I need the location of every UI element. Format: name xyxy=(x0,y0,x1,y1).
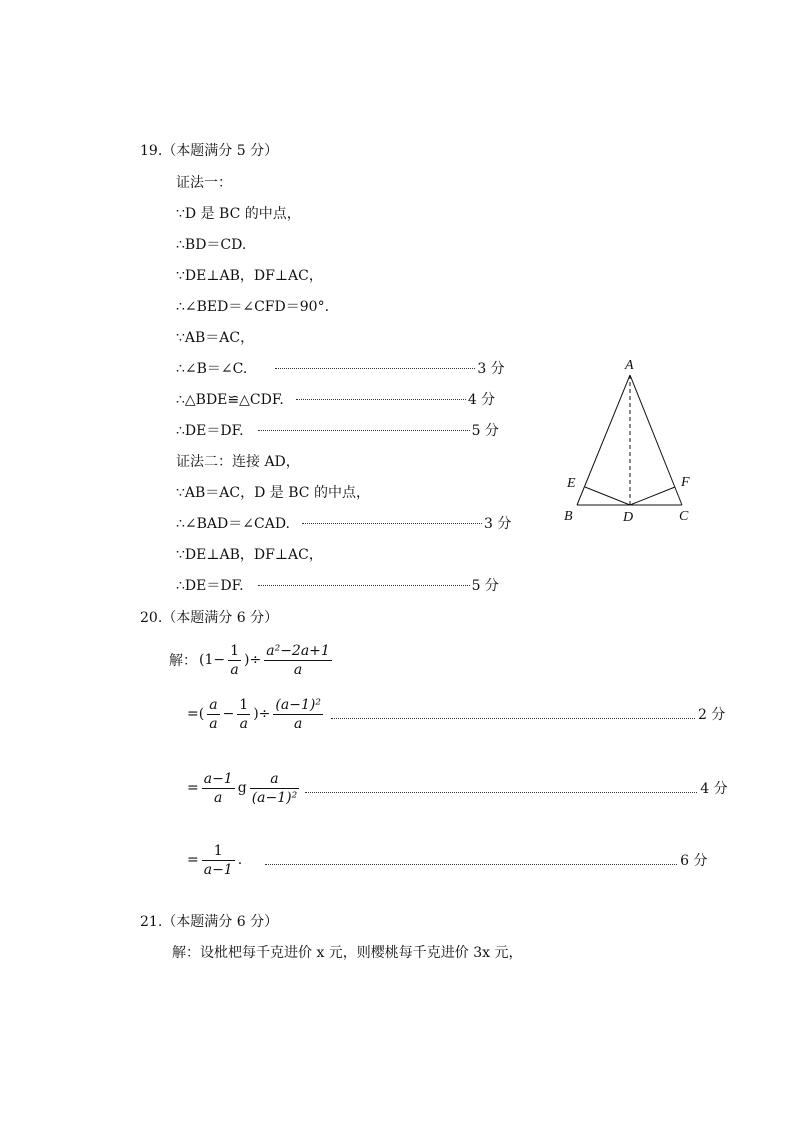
step1-eq: =( xyxy=(187,706,205,722)
step1-minus: − xyxy=(222,706,235,722)
fraction-poly: $\frac{\text{a²−2a+1}}{a}$ xyxy=(266,642,330,678)
q19-method2-title: 证法二：连接 AD， xyxy=(176,454,300,470)
side-ab xyxy=(577,375,630,505)
step1-score: 2 分 xyxy=(697,707,726,723)
step3-eq: = xyxy=(187,852,199,868)
q19-m2-line2 xyxy=(176,515,511,533)
leader-dots xyxy=(265,864,677,865)
q19-line6 xyxy=(176,360,505,378)
q19-line4: ∴∠BED＝∠CFD＝90°. xyxy=(176,299,330,315)
leader-dots xyxy=(331,718,695,719)
step3-dot: . xyxy=(237,852,243,868)
fraction-1-over-a-2: $\frac{1}{a}$ xyxy=(239,696,249,732)
step2-g: g xyxy=(237,780,247,796)
fraction-a-over-a: $\frac{a}{a}$ xyxy=(209,696,218,732)
q19-line3: ∵DE⊥AB，DF⊥AC， xyxy=(176,268,323,284)
leader-dots xyxy=(258,430,470,431)
step1-close-div: )÷ xyxy=(253,706,271,722)
q20-step0 xyxy=(168,638,334,682)
segment-de xyxy=(585,487,630,505)
q19-line8 xyxy=(176,422,499,440)
triangle-figure xyxy=(555,350,705,530)
leader-dots xyxy=(296,399,466,400)
fraction-am1-over-a: $\frac{a-1}{a}$ xyxy=(203,770,233,806)
step2-score: 4 分 xyxy=(700,781,728,797)
q20-step1 xyxy=(186,692,726,736)
q19-line5: ∵AB＝AC， xyxy=(176,330,255,346)
leader-dots xyxy=(305,792,697,793)
q19-m2-line1: ∵AB＝AC，D 是 BC 的中点， xyxy=(176,485,370,501)
expr-open: (1− xyxy=(199,652,226,668)
segment-df xyxy=(630,487,675,505)
q19-m2-line4 xyxy=(176,577,499,595)
label-e: E xyxy=(567,476,576,491)
step2-eq: = xyxy=(187,780,199,796)
q19-line8-text: ∴DE＝DF. xyxy=(176,423,244,439)
leader-dots xyxy=(258,585,470,586)
q20-step2 xyxy=(186,766,729,810)
q19-m2-line3: ∵DE⊥AB，DF⊥AC， xyxy=(176,547,323,563)
q19-line6-text: ∴∠B＝∠C. xyxy=(176,361,248,377)
fraction-1-over-a: $\frac{1}{a}$ xyxy=(230,642,240,678)
label-d: D xyxy=(623,510,634,525)
q19-line2: ∴BD＝CD. xyxy=(176,237,247,253)
fraction-1-over-am1: $\frac{1}{a-1}$ xyxy=(203,842,233,878)
fraction-a-over-square: $\frac{a}{\text{(a−1)²}}$ xyxy=(251,770,298,806)
q19-header: 19.（本题满分 5 分） xyxy=(140,143,279,159)
q19-m2-line4-text: ∴DE＝DF. xyxy=(176,578,244,594)
q21-line1: 解：设枇杷每千克进价 x 元，则樱桃每千克进价 3x 元， xyxy=(172,945,523,961)
solve-label: 解： xyxy=(169,653,197,669)
q19-m2-line2-score: 3 分 xyxy=(484,516,512,532)
step3-score: 6 分 xyxy=(680,853,708,869)
q20-step3 xyxy=(186,838,709,882)
q19-line1: ∵D 是 BC 的中点， xyxy=(176,206,301,222)
label-f: F xyxy=(681,475,690,490)
side-ac xyxy=(630,375,682,505)
q19-line7-text: ∴△BDE≌△CDF. xyxy=(176,392,284,408)
q21-header: 21.（本题满分 6 分） xyxy=(140,914,279,930)
q19-line7-score: 4 分 xyxy=(467,392,496,408)
label-b: B xyxy=(564,509,573,524)
q19-m2-line4-score: 5 分 xyxy=(471,578,499,594)
label-a: A xyxy=(625,358,634,373)
expr-close-div: )÷ xyxy=(244,652,262,668)
q20-header: 20.（本题满分 6 分） xyxy=(140,610,279,626)
leader-dots xyxy=(302,523,482,524)
q19-line6-score: 3 分 xyxy=(477,361,505,377)
label-c: C xyxy=(679,509,689,524)
q19-method1-title: 证法一： xyxy=(176,175,232,191)
leader-dots xyxy=(275,368,475,369)
q19-line7 xyxy=(176,391,495,409)
q19-m2-line2-text: ∴∠BAD＝∠CAD. xyxy=(176,516,290,532)
q19-line8-score: 5 分 xyxy=(471,423,499,439)
fraction-square: $\frac{\text{(a−1)²}}{a}$ xyxy=(275,696,321,732)
